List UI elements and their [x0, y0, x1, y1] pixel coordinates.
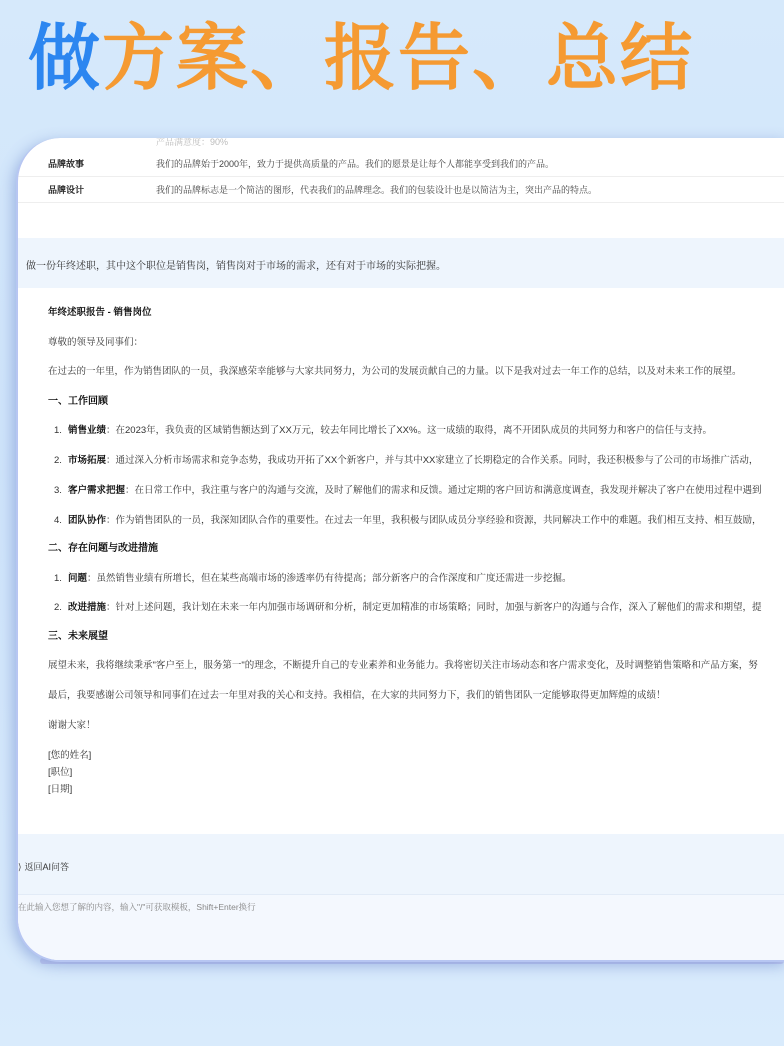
signature-date: [日期]: [48, 784, 73, 795]
section-heading: 二、存在问题与改进措施: [48, 543, 158, 554]
report-paragraph: 展望未来，我将继续秉承"客户至上，服务第一"的理念，不断提升自己的专业素养和业务能力。我将密切关注市场动态和客户需求变化，及时调整销售策略和产品方案，努: [48, 660, 758, 671]
back-to-ai-chat-button[interactable]: [18, 860, 69, 873]
section-heading: 三、未来展望: [48, 631, 108, 642]
report-paragraph: 最后，我要感谢公司领导和同事们在过去一年里对我的关心和支持。我相信，在大家的共同努力下，我们的销售团队一定能够取得更加辉煌的成绩！: [48, 690, 666, 701]
back-icon: ⟩: [18, 862, 22, 872]
list-item: 4. 团队协作：作为销售团队的一员，我深知团队合作的重要性。在过去一年里，我积极与团队成员分享经验和资源，共同解决工作中的难题。我们相互支持、相互鼓励，: [54, 515, 762, 526]
headline-accent: 做: [28, 16, 103, 100]
table-row: [18, 178, 784, 203]
table-cut-row: 产品满意度：90%: [156, 138, 229, 147]
report-thanks: 谢谢大家！: [48, 720, 96, 731]
report-intro: 在过去的一年里，作为销售团队的一员，我深感荣幸能够与大家共同努力，为公司的发展贡献自己的力量。以下是我对过去一年工作的总结，以及对未来工作的展望。: [48, 366, 742, 377]
signature-name: [您的姓名]: [48, 750, 92, 761]
table-row: [18, 152, 784, 177]
list-item: 2. 改进措施：针对上述问题，我计划在未来一年内加强市场调研和分析，制定更加精准的市场策略；同时，加强与新客户的沟通与合作，深入了解他们的需求和期望，提: [54, 602, 762, 613]
bottom-panel: [18, 834, 784, 960]
table-value: 我们的品牌始于2000年，致力于提供高质量的产品。我们的愿景是让每个人都能享受到我们的产品。: [156, 159, 555, 169]
chat-input[interactable]: [18, 894, 784, 961]
chat-input-placeholder: 在此输入您想了解的内容，输入"/"可获取模板，Shift+Enter换行: [18, 902, 256, 912]
report-title: 年终述职报告 - 销售岗位: [48, 307, 152, 318]
table-key: 品牌设计: [48, 185, 85, 195]
table-key: 品牌故事: [48, 159, 85, 169]
user-message-text: 做一份年终述职，其中这个职位是销售岗，销售岗对于市场的需求，还有对于市场的实际把握。: [26, 261, 446, 272]
list-item: 1. 销售业绩：在2023年，我负责的区域销售额达到了XX万元，较去年同比增长了XX%。这一成绩的取得，离不开团队成员的共同努力和客户的信任与支持。: [54, 425, 712, 436]
ai-answer: [18, 288, 784, 834]
list-item: 2. 市场拓展：通过深入分析市场需求和竞争态势，我成功开拓了XX个新客户，并与其中XX家建立了长期稳定的合作关系。同时，我还积极参与了公司的市场推广活动，: [54, 455, 759, 466]
section-heading: 一、工作回顾: [48, 396, 108, 407]
list-item: 3. 客户需求把握：在日常工作中，我注重与客户的沟通与交流，及时了解他们的需求和反馈。通过定期的客户回访和满意度调查，我发现并解决了客户在使用过程中遇到: [54, 485, 762, 496]
user-message: [18, 238, 784, 288]
page-headline: [28, 14, 694, 102]
table-value: 我们的品牌标志是一个简洁的图形，代表我们的品牌理念。我们的包装设计也是以简洁为主，突出产品的特点。: [156, 185, 598, 195]
signature-role: [职位]: [48, 767, 73, 778]
headline-rest: 方案、报告、总结: [102, 16, 695, 100]
back-button-label: 返回AI问答: [24, 862, 70, 872]
chat-window: [16, 138, 784, 962]
report-greeting: 尊敬的领导及同事们：: [48, 337, 144, 348]
list-item: 1. 问题：虽然销售业绩有所增长，但在某些高端市场的渗透率仍有待提高；部分新客户的合作深度和广度还需进一步挖掘。: [54, 573, 572, 584]
